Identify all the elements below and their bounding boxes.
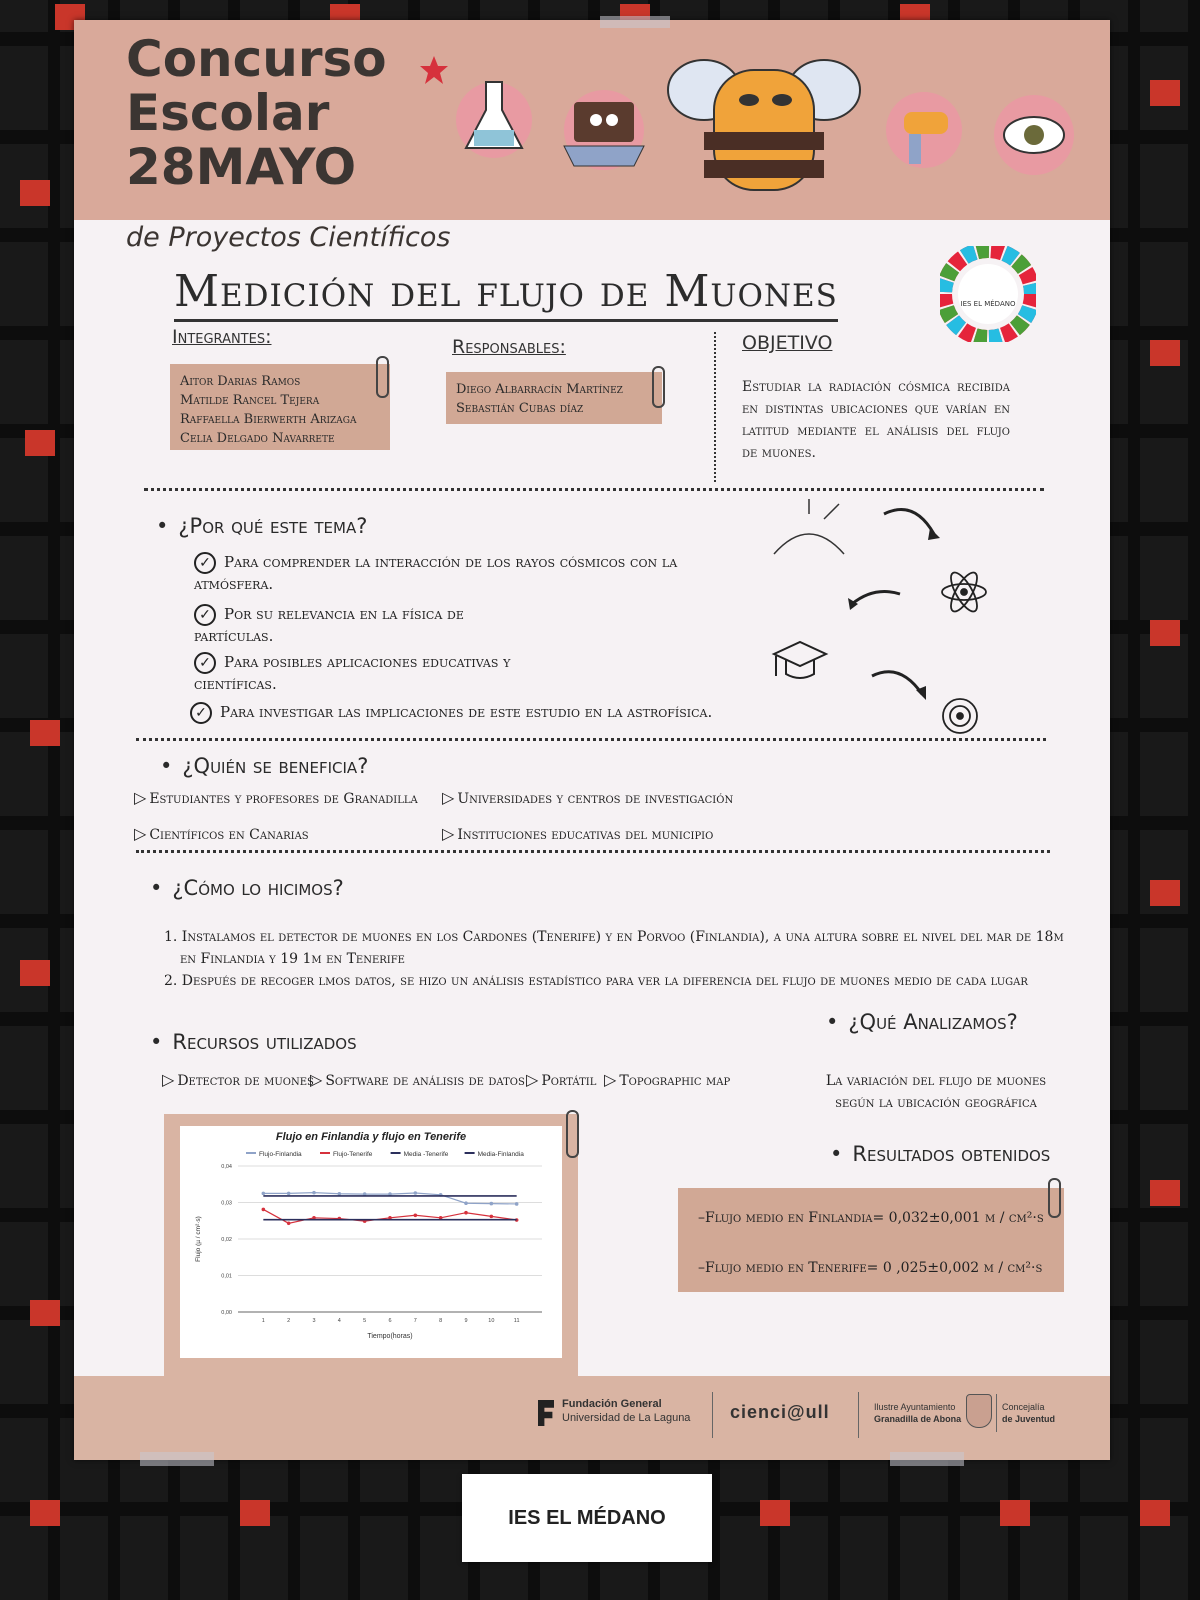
analizamos-heading: • ¿Qué Analizamos?	[826, 1010, 1018, 1034]
integrantes-note	[170, 364, 390, 450]
x-tick-label: 7	[413, 1318, 417, 1324]
cienciaull-logo: cienci@ull	[730, 1402, 830, 1422]
beneficiary-item: ▷ Universidades y centros de investigación	[442, 788, 734, 807]
x-tick-label: 5	[363, 1318, 367, 1324]
resultados-heading: • Resultados obtenidos	[830, 1142, 1050, 1166]
school-label: IES EL MÉDANO	[462, 1474, 712, 1562]
x-tick-label: 3	[312, 1318, 316, 1324]
divider-horizontal	[136, 850, 1050, 853]
resource-item: ▷ Detector de muones	[162, 1070, 314, 1089]
beneficiary-item: ▷ Científicos en Canarias	[134, 824, 309, 843]
flux-line-chart	[180, 1126, 562, 1358]
reason-item: ✓ Para investigar las implicaciones de este estudio en la astrofísica.	[190, 702, 810, 724]
result-tenerife: –Flujo medio en Tenerife= 0 ,025±0,002 µ / cm²·s	[698, 1260, 1043, 1276]
ods-wheel-logo	[940, 246, 1036, 342]
star-icon	[420, 56, 448, 84]
laptop-icon	[564, 90, 644, 170]
resource-item: ▷ Software de análisis de datos	[310, 1070, 525, 1089]
reason-item: ✓ Para posibles aplicaciones educativas y científicas.	[194, 653, 511, 693]
data-point	[312, 1191, 316, 1195]
data-point	[490, 1215, 494, 1219]
integrante-name: Aitor Darias Ramos	[180, 374, 301, 389]
concejalia-line1: Concejalía	[1002, 1402, 1045, 1412]
paperclip-icon	[376, 356, 389, 398]
paperclip-icon	[566, 1110, 579, 1158]
ayto-line1: Ilustre Ayuntamiento	[874, 1402, 956, 1412]
data-point	[338, 1192, 342, 1196]
data-point	[262, 1192, 266, 1196]
x-tick-label: 6	[388, 1318, 392, 1324]
y-axis-label: Flujo (µ / cm²·s)	[195, 1216, 202, 1262]
fundacion-logo-icon	[538, 1400, 554, 1426]
triangle-icon: ▷	[134, 788, 147, 807]
data-point	[464, 1201, 468, 1205]
graduation-cap-icon	[774, 642, 826, 678]
triangle-icon: ▷	[442, 788, 455, 807]
paperclip-icon	[1048, 1178, 1061, 1218]
triangle-icon: ▷	[310, 1070, 323, 1089]
legend-entry: Media-Finlandia	[477, 1151, 524, 1158]
fundacion-line2: Universidad de La Laguna	[562, 1412, 691, 1424]
footer-divider	[712, 1392, 713, 1438]
check-circle-icon: ✓	[190, 702, 212, 724]
integrante-name: Matilde Rancel Tejera	[180, 393, 320, 408]
y-tick-label: 0,03	[221, 1200, 232, 1207]
recursos-heading: • Recursos utilizados	[150, 1030, 357, 1054]
integrantes-heading: Integrantes:	[172, 326, 272, 348]
data-point	[464, 1211, 468, 1215]
coat-of-arms-icon	[966, 1394, 992, 1428]
check-circle-icon: ✓	[194, 552, 216, 574]
footer-divider	[996, 1394, 997, 1432]
check-circle-icon: ✓	[194, 652, 216, 674]
beneficiary-item: ▷ Estudiantes y profesores de Granadilla	[134, 788, 418, 807]
divider-horizontal	[144, 488, 1044, 491]
tape-strip	[600, 16, 670, 28]
paperclip-icon	[652, 366, 665, 408]
como-heading: • ¿Cómo lo hicimos?	[150, 876, 344, 900]
ayto-line2: Granadilla de Abona	[874, 1414, 962, 1424]
resource-item: ▷ Topographic map	[604, 1070, 731, 1089]
orbit-icon	[943, 699, 977, 733]
chart-container	[180, 1126, 562, 1358]
triangle-icon: ▷	[526, 1070, 539, 1089]
triangle-icon: ▷	[134, 824, 147, 843]
eye-icon	[994, 95, 1074, 175]
data-point	[262, 1208, 266, 1212]
beneficiary-item: ▷ Instituciones educativas del municipio	[442, 824, 714, 843]
poster-title: Medición del flujo de Muones	[174, 266, 838, 322]
chart-title: Flujo en Finlandia y flujo en Tenerife	[275, 1131, 467, 1143]
concejalia-line2: de Juventud	[1002, 1414, 1056, 1424]
data-point	[414, 1191, 418, 1195]
y-tick-label: 0,01	[221, 1273, 232, 1280]
responsable-name: Sebastián Cubas díaz	[456, 401, 584, 416]
x-tick-label: 2	[287, 1318, 291, 1324]
integrante-name: Celia Delgado Navarrete	[180, 431, 335, 446]
science-doodles	[754, 494, 1014, 734]
objetivo-text: Estudiar la radiación cósmica recibida en distintas ubicaciones que varían en latitud mediante el análisis del flujo de muones.	[742, 379, 1010, 461]
legend-entry: Flujo-Tenerife	[333, 1151, 373, 1158]
triangle-icon: ▷	[442, 824, 455, 843]
y-tick-label: 0,04	[221, 1164, 232, 1170]
hairdryer-icon	[886, 92, 962, 168]
divider-vertical	[714, 332, 716, 482]
x-tick-label: 1	[261, 1318, 265, 1324]
x-tick-label: 8	[439, 1318, 443, 1324]
x-tick-label: 9	[464, 1318, 468, 1324]
fundacion-line1: Fundación General	[562, 1398, 662, 1410]
data-point	[414, 1213, 418, 1217]
earth-rays-icon	[774, 499, 844, 554]
x-tick-label: 11	[513, 1318, 520, 1324]
por-que-heading: • ¿Por qué este tema?	[156, 514, 367, 538]
contest-title: Concurso Escolar 28MAYO	[126, 30, 387, 196]
tape-strip	[890, 1452, 964, 1466]
chart-frame	[164, 1114, 578, 1384]
result-finlandia: –Flujo medio en Finlandia= 0,032±0,001 µ / cm²·s	[698, 1210, 1044, 1226]
method-step: 1. Instalamos el detector de muones en los Cardones (Tenerife) y en Porvoo (Finlandia), a una altura sobre el nivel del mar de 18m en Finlandia y 19 1m en Tenerife	[164, 929, 1064, 967]
data-point	[490, 1202, 494, 1206]
y-tick-label: 0,02	[221, 1237, 232, 1243]
legend-entry: Flujo-Finlandia	[259, 1151, 302, 1158]
y-tick-label: 0,00	[221, 1310, 232, 1316]
flask-icon	[456, 82, 532, 158]
data-point	[287, 1192, 291, 1196]
divider-horizontal	[136, 738, 1046, 741]
footer-divider	[858, 1392, 859, 1438]
header-illustration	[404, 20, 1104, 220]
responsables-heading: Responsables:	[452, 336, 566, 358]
check-circle-icon: ✓	[194, 604, 216, 626]
quien-heading: • ¿Quién se beneficia?	[160, 754, 368, 778]
data-point	[287, 1222, 291, 1226]
triangle-icon: ▷	[604, 1070, 617, 1089]
bee-mascot-icon	[668, 60, 860, 190]
x-tick-label: 10	[488, 1318, 495, 1324]
atom-icon	[942, 569, 986, 615]
arrow-icon	[884, 510, 940, 541]
svg-text:IES EL MÉDANO: IES EL MÉDANO	[960, 300, 1016, 308]
reason-item: ✓ Para comprender la interacción de los rayos cósmicos con la atmósfera.	[194, 553, 678, 593]
legend-entry: Media -Tenerife	[403, 1151, 449, 1158]
triangle-icon: ▷	[162, 1070, 175, 1089]
arrow-icon	[872, 672, 926, 700]
tape-strip	[140, 1452, 214, 1466]
contest-subtitle: de Proyectos Científicos	[126, 222, 451, 253]
resource-item: ▷ Portátil	[526, 1070, 597, 1089]
responsables-note	[446, 372, 662, 424]
arrow-icon	[848, 592, 900, 610]
data-point	[515, 1202, 519, 1206]
reason-item: ✓ Por su relevancia en la física de partículas.	[194, 605, 464, 645]
integrante-name: Raffaella Bierwerth Arizaga	[180, 412, 357, 427]
responsable-name: Diego Albarracín Martínez	[456, 382, 623, 397]
poster	[74, 20, 1110, 1460]
method-steps	[164, 926, 1084, 992]
objetivo-heading: OBJETIVO	[742, 332, 833, 354]
x-axis-label: Tiempo(horas)	[367, 1333, 413, 1340]
method-step: 2. Después de recoger lmos datos, se hizo un análisis estadístico para ver la diferencia del flujo de muones medio de cada lugar	[164, 973, 1028, 989]
poster-header	[74, 20, 1110, 220]
poster-footer	[74, 1376, 1110, 1460]
results-note	[678, 1188, 1064, 1292]
analizamos-text: La variación del flujo de muones según la ubicación geográfica	[825, 1073, 1047, 1111]
x-tick-label: 4	[337, 1318, 341, 1324]
